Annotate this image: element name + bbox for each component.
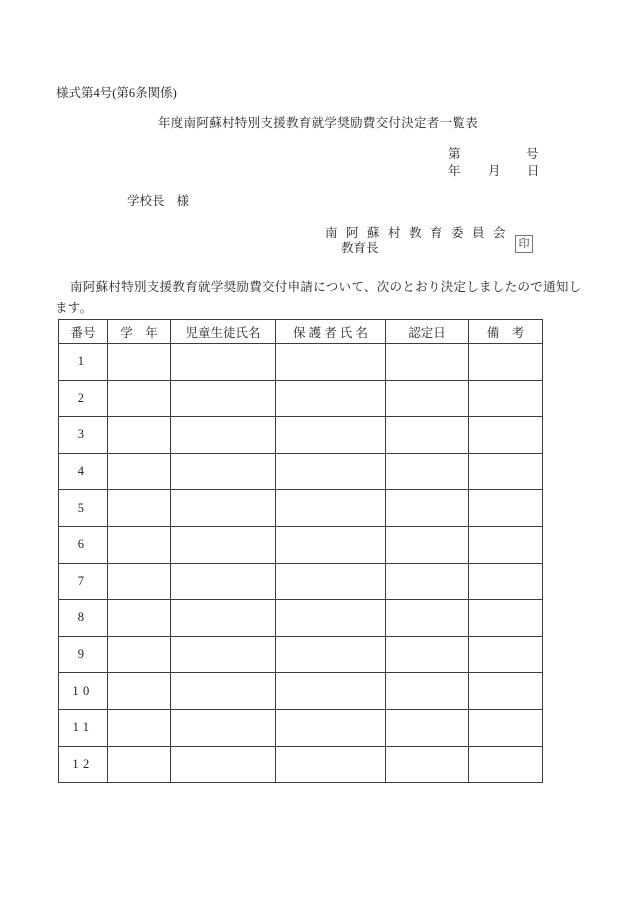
- row-number-cell: 4: [59, 453, 108, 490]
- row-number-cell: 12: [59, 746, 108, 783]
- guardian-name-cell: [276, 746, 386, 783]
- form-label: 様式第4号(第6条関係): [56, 86, 177, 100]
- grade-cell: [108, 709, 171, 746]
- certification-date-cell: [386, 709, 469, 746]
- table-row: [59, 600, 543, 637]
- guardian-name-cell: [276, 344, 386, 381]
- row-number-cell: 1: [59, 344, 108, 381]
- grade-cell: [108, 490, 171, 527]
- page-title: 年度南阿蘇村特別支援教育就学奨励費交付決定者一覧表: [158, 116, 479, 130]
- table-row: [59, 380, 543, 417]
- guardian-name-cell: [276, 636, 386, 673]
- table-row: [59, 563, 543, 600]
- table-row: [59, 673, 543, 710]
- student-name-cell: [171, 563, 276, 600]
- certification-date-cell: [386, 417, 469, 454]
- grade-cell: [108, 563, 171, 600]
- certification-date-cell: [386, 490, 469, 527]
- guardian-name-cell: [276, 380, 386, 417]
- guardian-name-cell: [276, 673, 386, 710]
- date-year-label: 年: [448, 164, 461, 178]
- guardian-name-cell: [276, 709, 386, 746]
- remarks-cell: [469, 453, 543, 490]
- header-cell-guardian-name: 保 護 者 氏 名: [276, 320, 386, 344]
- row-number-cell: 5: [59, 490, 108, 527]
- remarks-cell: [469, 673, 543, 710]
- addressee-name: 学校長: [127, 194, 165, 208]
- addressee-line: [127, 191, 189, 209]
- student-name-cell: [171, 344, 276, 381]
- grade-cell: [108, 673, 171, 710]
- guardian-name-cell: [276, 490, 386, 527]
- table-row: [59, 453, 543, 490]
- grade-cell: [108, 417, 171, 454]
- remarks-cell: [469, 636, 543, 673]
- header-cell-grade: 学 年: [108, 320, 171, 344]
- remarks-cell: [469, 490, 543, 527]
- header-cell-student-name: 児童生徒氏名: [171, 320, 276, 344]
- date-day-label: 日: [527, 164, 540, 178]
- guardian-name-cell: [276, 563, 386, 600]
- guardian-name-cell: [276, 453, 386, 490]
- row-number-cell: 3: [59, 417, 108, 454]
- certification-date-cell: [386, 563, 469, 600]
- student-name-cell: [171, 746, 276, 783]
- certification-date-cell: [386, 600, 469, 637]
- table-row: [59, 526, 543, 563]
- certification-date-cell: [386, 380, 469, 417]
- certification-date-cell: [386, 453, 469, 490]
- grade-cell: [108, 380, 171, 417]
- date-month-label: 月: [488, 164, 501, 178]
- table-row: [59, 746, 543, 783]
- remarks-cell: [469, 600, 543, 637]
- row-number-cell: 11: [59, 709, 108, 746]
- remarks-cell: [469, 709, 543, 746]
- table-row: [59, 417, 543, 454]
- seal-box: [515, 235, 533, 253]
- grade-cell: [108, 746, 171, 783]
- doc-number-suffix: 号: [526, 147, 539, 161]
- certification-date-cell: [386, 526, 469, 563]
- grade-cell: [108, 526, 171, 563]
- student-name-cell: [171, 709, 276, 746]
- recipients-table: [58, 319, 543, 783]
- table-header-row: [59, 320, 543, 344]
- row-number-cell: 6: [59, 526, 108, 563]
- addressee-honorific: 様: [176, 194, 190, 208]
- student-name-cell: [171, 453, 276, 490]
- header-cell-remarks: 備 考: [469, 320, 543, 344]
- student-name-cell: [171, 380, 276, 417]
- guardian-name-cell: [276, 417, 386, 454]
- row-number-cell: 10: [59, 673, 108, 710]
- student-name-cell: [171, 673, 276, 710]
- certification-date-cell: [386, 344, 469, 381]
- student-name-cell: [171, 600, 276, 637]
- student-name-cell: [171, 490, 276, 527]
- grade-cell: [108, 344, 171, 381]
- row-number-cell: 2: [59, 380, 108, 417]
- remarks-cell: [469, 380, 543, 417]
- remarks-cell: [469, 526, 543, 563]
- grade-cell: [108, 600, 171, 637]
- certification-date-cell: [386, 673, 469, 710]
- certification-date-cell: [386, 636, 469, 673]
- remarks-cell: [469, 417, 543, 454]
- row-number-cell: 8: [59, 600, 108, 637]
- guardian-name-cell: [276, 600, 386, 637]
- student-name-cell: [171, 526, 276, 563]
- certification-date-cell: [386, 746, 469, 783]
- header-cell-number: 番号: [59, 320, 108, 344]
- issuer-organization: 南阿蘇村教育委員会: [325, 226, 515, 240]
- table-row: [59, 636, 543, 673]
- table-row: [59, 709, 543, 746]
- remarks-cell: [469, 563, 543, 600]
- body-paragraph: 南阿蘇村特別支援教育就学奨励費交付申請について、次のとおり決定しましたので通知します。: [55, 280, 582, 315]
- row-number-cell: 7: [59, 563, 108, 600]
- doc-number-prefix: 第: [448, 147, 461, 161]
- grade-cell: [108, 453, 171, 490]
- table-row: [59, 344, 543, 381]
- row-number-cell: 9: [59, 636, 108, 673]
- seal-label: 印: [518, 238, 530, 250]
- remarks-cell: [469, 344, 543, 381]
- guardian-name-cell: [276, 526, 386, 563]
- grade-cell: [108, 636, 171, 673]
- issuer-title: 教育長: [341, 241, 379, 255]
- student-name-cell: [171, 636, 276, 673]
- student-name-cell: [171, 417, 276, 454]
- table-row: [59, 490, 543, 527]
- header-cell-cert-date: 認定日: [386, 320, 469, 344]
- remarks-cell: [469, 746, 543, 783]
